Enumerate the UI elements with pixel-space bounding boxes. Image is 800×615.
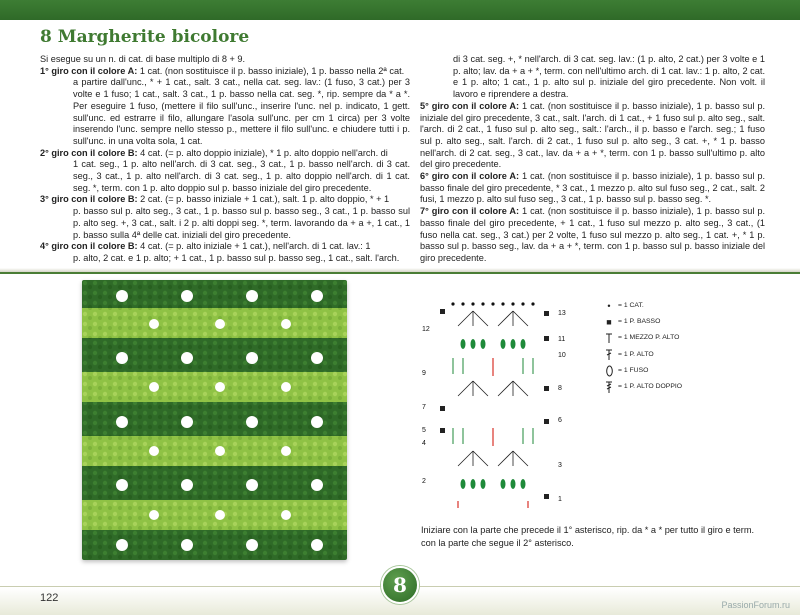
round-3 (40, 194, 410, 241)
round-label: 4° giro con il colore B: (40, 241, 138, 252)
chapter-badge: 8 (381, 566, 419, 604)
row-marker (440, 406, 445, 411)
treble-crochet-icon (600, 381, 618, 394)
round-label: 1° giro con il colore A: (40, 65, 138, 76)
legend-item (600, 330, 682, 346)
stitch-legend (600, 298, 682, 395)
round-7 (420, 206, 765, 265)
row-number: 2 (422, 478, 426, 485)
legend-item (600, 379, 682, 395)
row-number: 9 (422, 370, 426, 377)
row-number: 8 (558, 385, 562, 392)
intro-text: Si esegue su un n. di cat. di base multiplo di 8 + 9. (40, 54, 246, 64)
row-number: 13 (558, 310, 566, 317)
round-label: 6° giro con il colore A: (420, 171, 520, 182)
top-green-bar (0, 0, 800, 20)
legend-label: = 1 P. ALTO DOPPIO (618, 383, 683, 391)
legend-label: = 1 FUSO (618, 366, 649, 374)
page-number: 122 (40, 592, 59, 604)
round-2 (40, 148, 410, 195)
row-number: 3 (558, 462, 562, 469)
legend-label: = 1 P. ALTO (618, 350, 654, 358)
instructions-right-column (420, 54, 765, 265)
instructions-left-column (40, 54, 410, 265)
round-continuation: 1 cat. seg., 1 p. alto nell'arch. di 3 cat. seg., 3 cat., 1 p. basso nell'arch. di 3 cat. seg., 3 cat., 1 p. alto nell'arch. di 3 cat. seg., 1 p. alto doppio nell'arch. di 1 cat. seg. *, term. con 1 p. alto doppio sul p. basso iniziale del giro precedente. (73, 159, 410, 193)
legend-item (600, 314, 682, 330)
row-number: 5 (422, 427, 426, 434)
page-title: 8 Margherite bicolore (40, 27, 250, 47)
round-text: 1 cat. (non sostituisce il p. basso iniziale), 1 p. basso sul p. iniziale del giro precedente, 3 cat., salt. l'arch. di 1 cat., + 1 fuso sul p. alto seg., salt. l'arch. di 2 cat., 1 fuso sul p. alto seg., salt.: l'arch., il p. basso e l'arch. seg.; 1 fuso sul p. alto seg., salt. l'arch. di 2 cat., 1 fuso sul p. alto seg., 3 cat. +, * 1 p. basso nell'arch. di 2 cat. seg., 3 cat., lav. da + a + *, term. con 1 p. basso sull'ultimo p. alto del giro precedente. (420, 100, 765, 170)
round-continuation: p. basso sul p. alto seg., 3 cat., 1 p. basso sul p. basso seg., 3 cat., 1 p. basso sul p. alto seg. +, 3 cat., salt. i 2 p. alti doppi seg. *, term. lavorando da + a +, 1 cat., 1 p. basso sulla 4ª delle cat. iniziali del giro precedente. (73, 206, 410, 240)
single-crochet-square-icon: ■ (606, 317, 612, 328)
swatch-illustration (82, 280, 347, 560)
row-number: 11 (558, 336, 566, 343)
round-label: 5° giro con il colore A: (420, 100, 520, 111)
row-marker (440, 309, 445, 314)
row-marker (544, 311, 549, 316)
legend-label: = 1 CAT. (618, 302, 644, 309)
row-marker (544, 419, 549, 424)
round-4 (40, 241, 410, 264)
double-crochet-icon (600, 349, 618, 361)
legend-item (600, 363, 682, 379)
round-4-continuation: di 3 cat. seg. +, * nell'arch. di 3 cat. seg. lav.: (1 p. alto, 2 cat.) per 3 volte e 1 p. alto; lav. da + a + *, term. con nell'ultimo arch. di 1 cat. lav.: 1 p. alto, 2 cat. e 1 p. alto; 1 cat., 1 p. alto sul p. iniziale del giro precedente. Non volt. il lavoro e riprendere a destra. (453, 54, 765, 100)
round-text: 1 cat. (non sostituisce il p. basso iniziale), 1 p. basso sul p. basso finale del giro precedente, * 3 cat., 1 mezzo p. alto sul fuso seg., 2 cat., salt. 2 fusi, 1 mezzo p. alto sul fuso seg., 3 cat., 1 p. basso sul p. basso seg. *. (420, 171, 765, 205)
stitch-chart (418, 296, 568, 508)
row-marker (544, 386, 549, 391)
round-continuation: a partire dall'unc., * + 1 cat., salt. 3 cat., nella cat. seg. lav.: (1 fuso, 3 cat.) per 3 volte e 1 fuso; 1 cat., salt. 3 cat., 1 p. basso nella cat. seg. *, rip. sempre da * a *. Per eseguire 1 fuso, (mettere il filo sull'unc., inserire l'unc. nel p. indicato, 1 gett. sull'unc. ed estrarre il filo, allungare l'asola sull'unc. per cm 1 circa) per 3 volte inserendo l'unc. sempre nello stesso p., mettere il filo sull'unc. e chiudere tutti i p. sull'unc. in una volta sola, 1 cat. (73, 77, 410, 146)
round-5 (420, 101, 765, 171)
half-double-icon (600, 333, 618, 344)
crochet-chart-diagram (418, 296, 568, 508)
row-marker (440, 428, 445, 433)
row-marker (544, 494, 549, 499)
round-6 (420, 171, 765, 206)
section-divider (0, 268, 800, 274)
legend-item (600, 347, 682, 363)
chart-instructions: Iniziare con la parte che precede il 1° asterisco, rip. da * a * per tutto il giro e term. con la parte che segue il 2° asterisco. (421, 525, 755, 548)
round-text: 4 cat. (= p. alto iniziale + 1 cat.), nell'arch. di 1 cat. lav.: 1 (137, 241, 371, 252)
crochet-swatch-photo (82, 280, 347, 560)
round-1 (40, 66, 410, 148)
round-text: 1 cat. (non sostituisce il p. basso iniziale), 1 p. basso sul p. basso finale del giro precedente, + 1 cat., 1 fuso sul mezzo p. alto seg., 3 cat., (1 fuso nella cat. seg., 3 cat.) per 2 volte, 1 fuso sul mezzo p. alto seg., 1 cat. +, * 1 p. basso sul p. basso seg., lav. da + a + *, term. con 1 p. basso sul p. basso iniziale del giro precedente. (420, 206, 765, 263)
legend-label: = 1 MEZZO P. ALTO (618, 334, 680, 342)
puff-stitch-icon (600, 365, 618, 377)
round-label: 3° giro con il colore B: (40, 194, 138, 205)
row-number: 10 (558, 352, 566, 359)
round-text: 2 cat. (= p. basso iniziale + 1 cat.), salt. 1 p. alto doppio, * + 1 (137, 194, 390, 205)
row-number: 12 (422, 326, 430, 333)
round-label: 2° giro con il colore B: (40, 147, 138, 158)
row-number: 7 (422, 404, 426, 411)
row-marker (544, 336, 549, 341)
watermark: PassionForum.ru (721, 600, 790, 610)
round-text: 1 cat. (non sostituisce il p. basso iniziale), 1 p. basso nella 2ª cat. (137, 65, 405, 76)
row-number: 1 (558, 496, 562, 503)
round-label: 7° giro con il colore A: (420, 206, 520, 217)
legend-label: = 1 P. BASSO (618, 318, 661, 326)
row-number: 4 (422, 440, 426, 447)
chain-dot-icon: • (607, 301, 611, 311)
round-continuation: p. alto, 2 cat. e 1 p. alto; + 1 cat., 1 p. basso sul p. basso seg., 1 cat., salt. l'arch. (73, 252, 400, 263)
round-text: 4 cat. (= p. alto doppio iniziale), * 1 p. alto doppio nell'arch. di (137, 147, 388, 158)
legend-item (600, 298, 682, 314)
row-number: 6 (558, 417, 562, 424)
